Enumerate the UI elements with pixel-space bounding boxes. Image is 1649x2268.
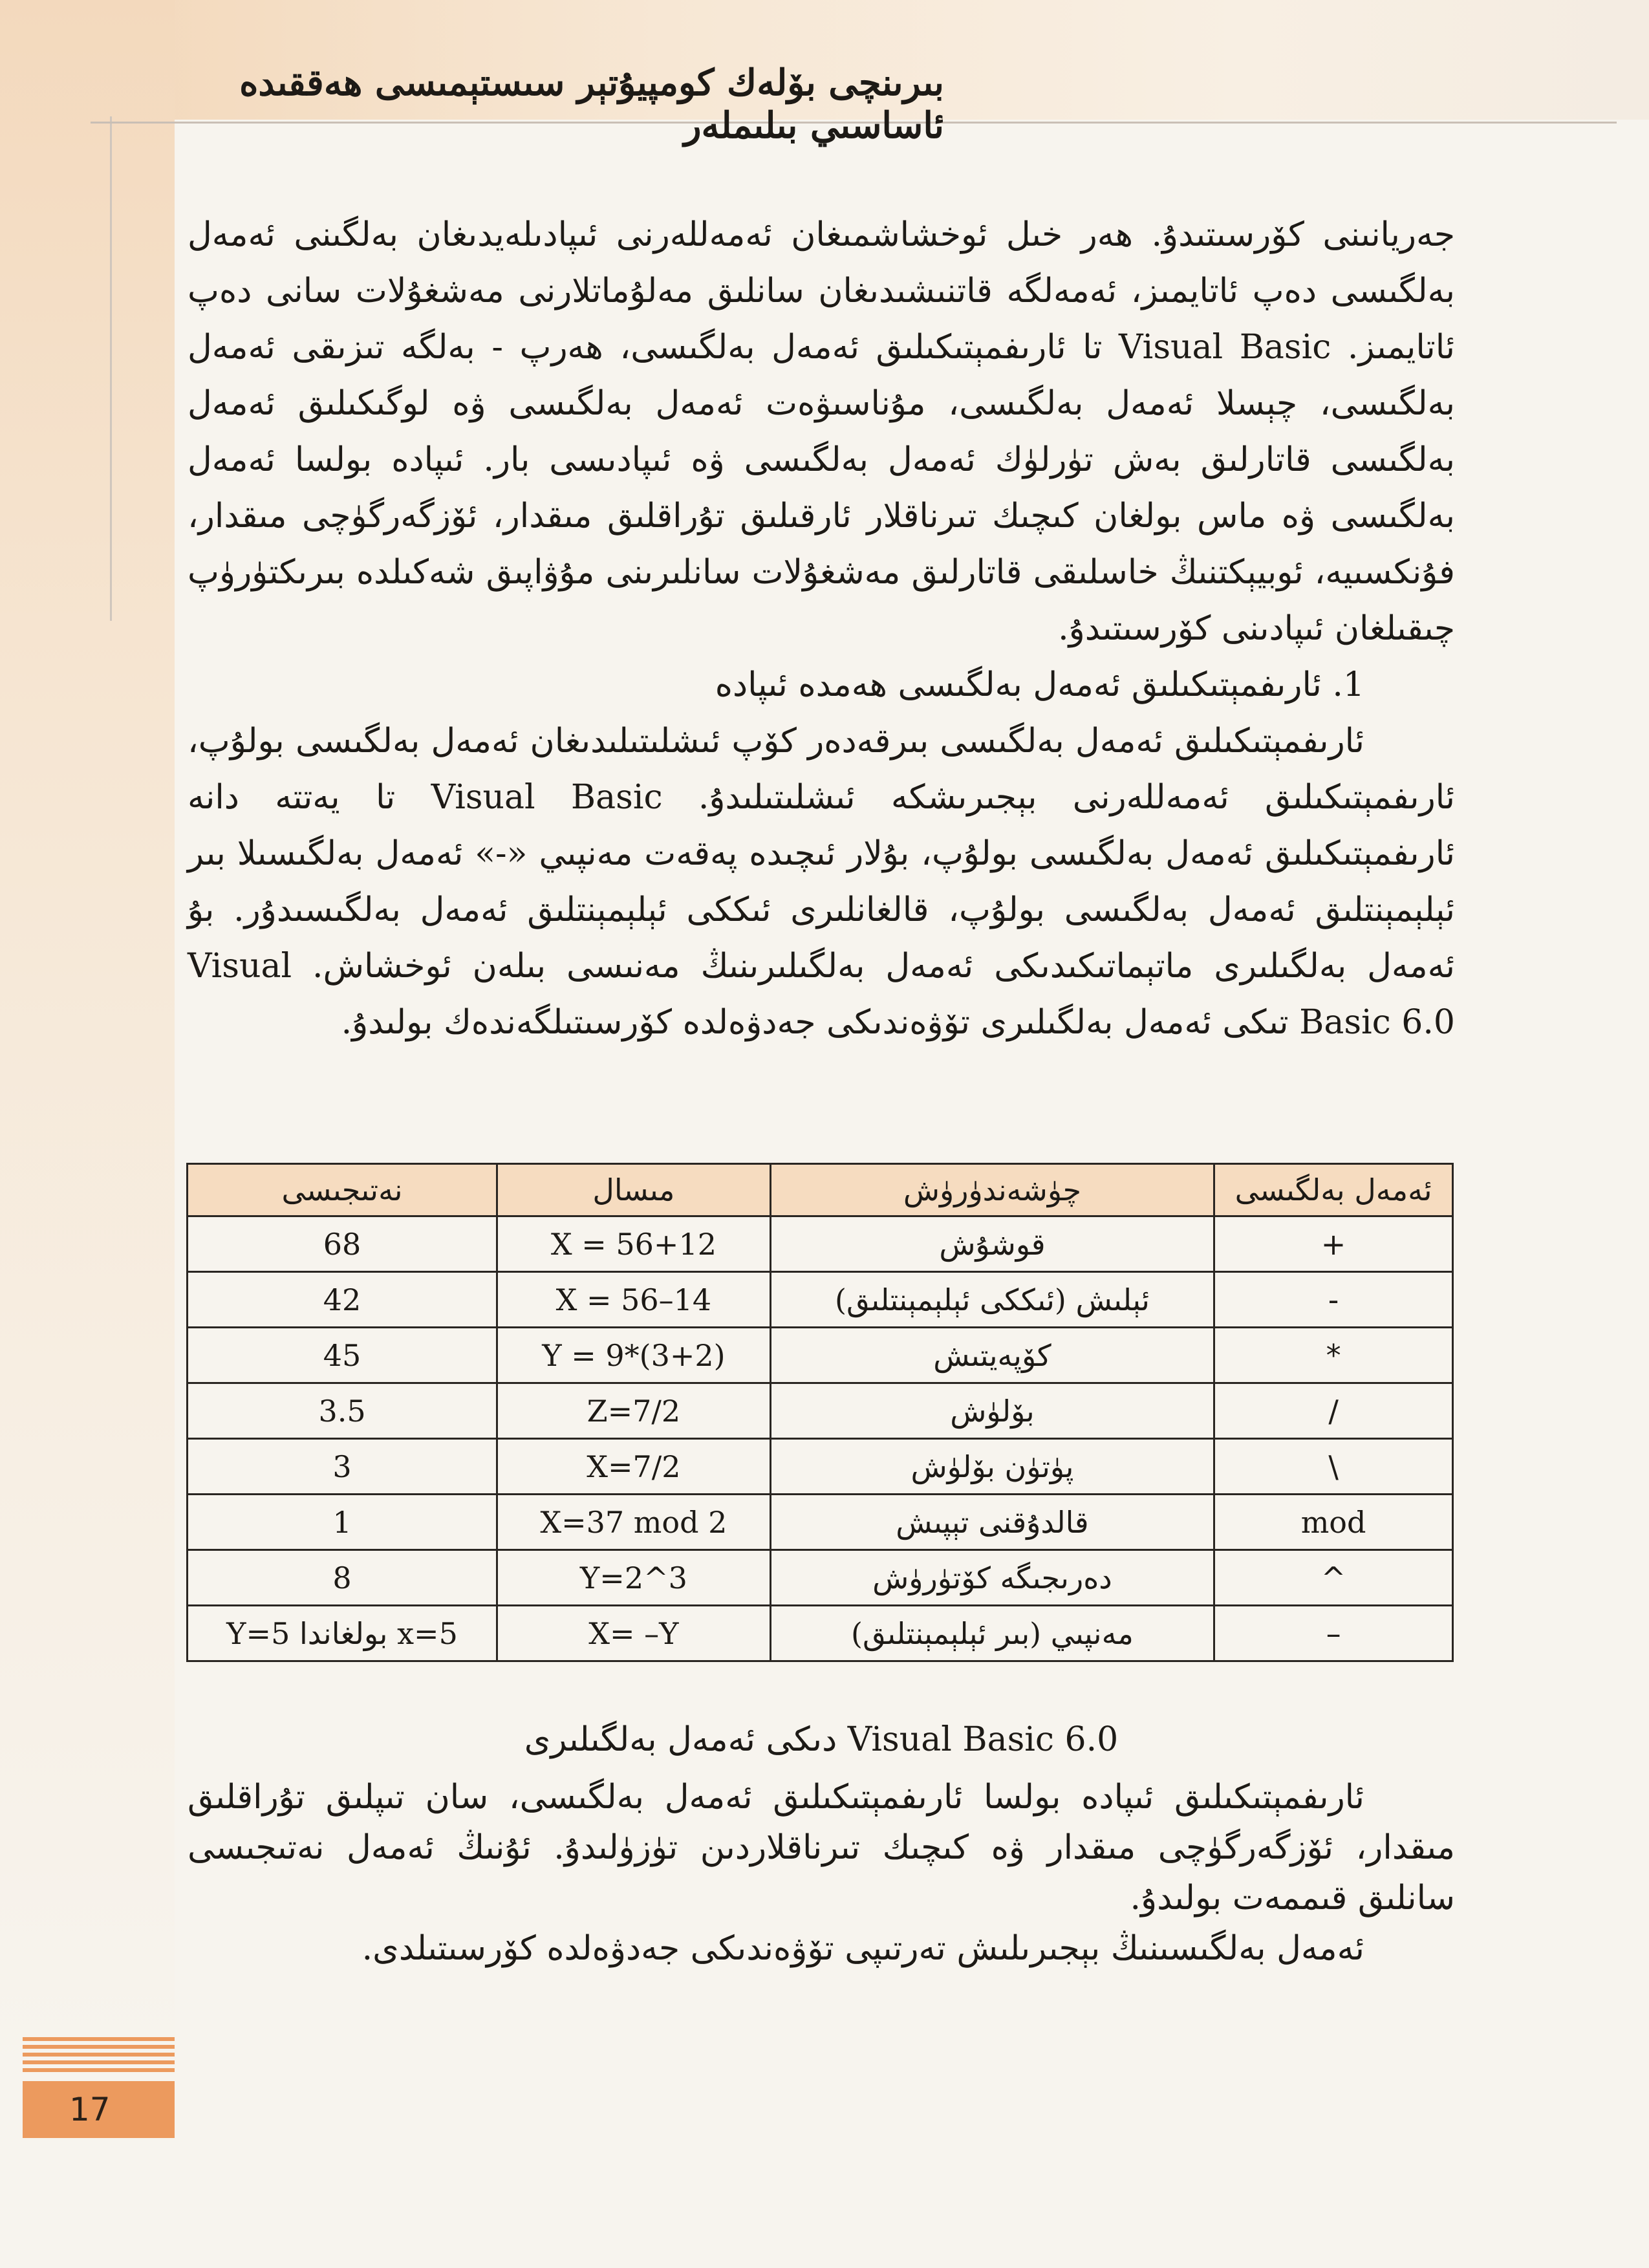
table-cell: Y=2^3 <box>497 1550 771 1606</box>
table-cell: 3.5 <box>188 1383 497 1439</box>
table-cell: – <box>1214 1606 1453 1661</box>
table-cell: 42 <box>188 1272 497 1328</box>
table-cell: ئېلىش (ئىككى ئېلېمېنتلىق) <box>770 1272 1214 1328</box>
table-cell: مەنپىي (بىر ئېلېمېنتلىق) <box>770 1606 1214 1661</box>
table-caption: Visual Basic 6.0 دىكى ئەمەل بەلگىلىرى <box>524 1720 1119 1759</box>
table-cell: پۈتۈن بۆلۈش <box>770 1439 1214 1495</box>
table-row <box>188 1328 1453 1383</box>
table-cell: كۆپەيتىش <box>770 1328 1214 1383</box>
table-row <box>188 1272 1453 1328</box>
table-cell: ^ <box>1214 1550 1453 1606</box>
table-row <box>188 1216 1453 1272</box>
table-cell: / <box>1214 1383 1453 1439</box>
main-text <box>188 207 1455 1051</box>
running-header: بىرىنچى بۆلەك كومپيۇتېر سىستېمىسى ھەققىدە ئاساسىي بىلىملەر <box>239 61 944 147</box>
table-header-cell: چۈشەندۈرۈش <box>770 1164 1214 1216</box>
table-cell: 45 <box>188 1328 497 1383</box>
table-cell: X = 56–14 <box>497 1272 771 1328</box>
table-cell: + <box>1214 1216 1453 1272</box>
footer-stripes <box>23 2037 175 2082</box>
table-header-cell: مىسال <box>497 1164 771 1216</box>
table-cell: X = 56+12 <box>497 1216 771 1272</box>
section-paragraph: ئارىفمېتىكىلىق ئەمەل بەلگىسى بىرقەدەر كۆپ ئىشلىتىلىدىغان ئەمەل بەلگىسى بولۇپ، ئارىفمېتىكىلىق ئەمەللەرنى بېجىرىشكە ئىشلىتىلىدۇ. Visual Basic تا يەتتە دانە ئارىفمېتىكىلىق ئەمەل بەلگىسى بولۇپ، بۇلار ئىچىدە پەقەت مەنپىي «-» ئەمەل بەلگىسىلا بىر ئېلېمېنتلىق ئەمەل بەلگىسى بولۇپ، قالغانلىرى ئىككى ئېلېمېنتلىق ئەمەل بەلگىسىدۇر. بۇ ئەمەل بەلگىلىرى ماتېماتىكىدىكى ئەمەل بەلگىلىرىنىڭ مەنىسى بىلەن ئوخشاش. Visual Basic 6.0 تىكى ئەمەل بەلگىلىرى تۆۋەندىكى جەدۋەلدە كۆرسىتىلگەندەك بولىدۇ. <box>188 722 1455 1042</box>
table-cell: 1 <box>188 1495 497 1550</box>
table-cell: * <box>1214 1328 1453 1383</box>
table-cell: Z=7/2 <box>497 1383 771 1439</box>
table-cell: X=37 mod 2 <box>497 1495 771 1550</box>
table-cell: قالدۇقنى تېپىش <box>770 1495 1214 1550</box>
table-cell: Y = 9*(3+2) <box>497 1328 771 1383</box>
closing-text <box>188 1772 1455 1974</box>
table-cell: 8 <box>188 1550 497 1606</box>
table-cell: X= –Y <box>497 1606 771 1661</box>
table-cell: x=5 بولغاندا Y=5 <box>188 1606 497 1661</box>
table-cell: دەرىجىگە كۆتۈرۈش <box>770 1550 1214 1606</box>
table-row <box>188 1383 1453 1439</box>
table-cell: - <box>1214 1272 1453 1328</box>
page-number: 17 <box>23 2081 175 2138</box>
intro-paragraph: جەريانىنى كۆرسىتىدۇ. ھەر خىل ئوخشاشمىغان ئەمەللەرنى ئىپادىلەيدىغان بەلگىنى ئەمەل بەلگىسى دەپ ئاتايمىز، ئەمەلگە قاتنىشىدىغان سانلىق مەلۇماتلارنى مەشغۇلات سانى دەپ ئاتايمىز. Visual Basic تا ئارىفمېتىكىلىق ئەمەل بەلگىسى، ھەرپ - بەلگە تىزىقى ئەمەل بەلگىسى، چېسلا ئەمەل بەلگىسى، مۇناسىۋەت ئەمەل بەلگىسى ۋە لوگىكىلىق ئەمەل بەلگىسى قاتارلىق بەش تۈرلۈك ئەمەل بەلگىسى ۋە ئىپادىسى بار. ئىپادە بولسا ئەمەل بەلگىسى ۋە ماس بولغان كىچىك تىرناقلار ئارقىلىق تۇراقلىق مىقدار، ئۆزگەرگۈچى مىقدار، فۇنكسىيە، ئوبيېكتنىڭ خاسلىقى قاتارلىق مەشغۇلات سانلىرىنى مۇۋاپىق شەكىلدە بىرىكتۈرۈپ چىقىلغان ئىپادىنى كۆرسىتىدۇ. <box>188 215 1456 648</box>
table-header-row <box>188 1164 1453 1216</box>
table-row <box>188 1606 1453 1661</box>
closing-paragraph-2: ئەمەل بەلگىسىنىڭ بېجىرىلىش تەرتىپى تۆۋەندىكى جەدۋەلدە كۆرسىتىلدى. <box>361 1929 1364 1968</box>
operator-table <box>186 1163 1454 1662</box>
table-row <box>188 1439 1453 1495</box>
table-cell: \ <box>1214 1439 1453 1495</box>
table-header-cell: نەتىجىسى <box>188 1164 497 1216</box>
page-corner-decoration <box>0 0 175 2089</box>
table-header-cell: ئەمەل بەلگىسى <box>1214 1164 1453 1216</box>
section-heading: 1. ئارىفمېتىكىلىق ئەمەل بەلگىسى ھەمدە ئىپادە <box>715 665 1364 704</box>
table-cell: بۆلۈش <box>770 1383 1214 1439</box>
table-cell: X=7/2 <box>497 1439 771 1495</box>
table-cell: 68 <box>188 1216 497 1272</box>
margin-line <box>110 116 112 621</box>
closing-paragraph-1: ئارىفمېتىكىلىق ئىپادە بولسا ئارىفمېتىكىلىق ئەمەل بەلگىسى، سان تىپلىق تۇراقلىق مىقدار، ئۆزگەرگۈچى مىقدار ۋە كىچىك تىرناقلاردىن تۈزۈلىدۇ. ئۇنىڭ ئەمەل نەتىجىسى سانلىق قىممەت بولىدۇ. <box>188 1778 1455 1917</box>
table-cell: قوشۇش <box>770 1216 1214 1272</box>
table-cell: mod <box>1214 1495 1453 1550</box>
table-row <box>188 1550 1453 1606</box>
table-row <box>188 1495 1453 1550</box>
table-cell: 3 <box>188 1439 497 1495</box>
